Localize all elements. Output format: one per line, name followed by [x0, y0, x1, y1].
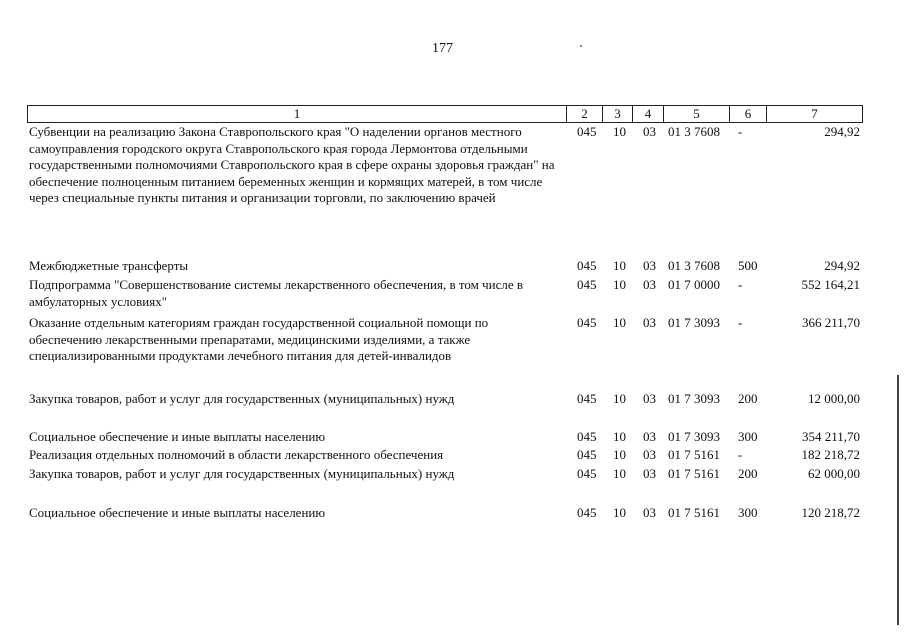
scan-speck: [580, 45, 582, 47]
row-col-3: 10: [613, 277, 626, 292]
row-name: Реализация отдельных полномочий в области лекарственного обеспечения: [29, 447, 444, 462]
row-name: Межбюджетные трансферты: [29, 258, 189, 273]
row-col-2: 045: [577, 429, 597, 444]
row-col-4: 03: [643, 447, 656, 462]
row-col-7: 62 000,00: [808, 466, 860, 481]
row-col-4: 03: [643, 391, 656, 406]
row-col-4: 03: [643, 258, 656, 273]
row-col-6: 300: [738, 505, 758, 520]
row-name: Субвенции на реализацию Закона Ставропольского края "О наделении органов местного самоуправления городского округа Ставропольского края города Лермонтова отдельными государственными полномочиями Ставропольского края в сфере охраны здоровья граждан" на обеспечение полноценным питанием беременных женщин и кормящих матерей, в том числе через специальные пункты питания и организации торговли, по заключению врачей: [29, 124, 555, 205]
row-col-3: 10: [613, 124, 626, 139]
row-col-3: 10: [613, 315, 626, 330]
row-col-3: 10: [613, 505, 626, 520]
row-col-4: 03: [643, 124, 656, 139]
row-col-2: 045: [577, 258, 597, 273]
row-col-7: 294,92: [824, 258, 860, 273]
row-col-7: 294,92: [824, 124, 860, 139]
row-col-7: 354 211,70: [801, 429, 860, 444]
row-col-2: 045: [577, 124, 597, 139]
row-name: Социальное обеспечение и иные выплаты населению: [29, 429, 326, 444]
row-col-7: 120 218,72: [801, 505, 860, 520]
header-cell-4: 4: [633, 105, 664, 123]
row-col-3: 10: [613, 429, 626, 444]
row-col-4: 03: [643, 315, 656, 330]
row-col-2: 045: [577, 466, 597, 481]
row-col-5: 01 7 5161: [668, 505, 720, 520]
row-col-3: 10: [613, 466, 626, 481]
row-col-7: 366 211,70: [801, 315, 860, 330]
row-col-5: 01 7 0000: [668, 277, 720, 292]
row-col-2: 045: [577, 391, 597, 406]
page-number: 177: [432, 41, 453, 56]
row-col-5: 01 7 5161: [668, 466, 720, 481]
header-cell-7: 7: [767, 105, 863, 123]
row-col-5: 01 7 3093: [668, 429, 720, 444]
row-col-5: 01 7 3093: [668, 315, 720, 330]
row-col-5: 01 3 7608: [668, 258, 720, 273]
row-col-7: 182 218,72: [801, 447, 860, 462]
row-col-6: -: [738, 277, 743, 292]
header-cell-3: 3: [603, 105, 633, 123]
header-cell-6: 6: [730, 105, 767, 123]
row-col-4: 03: [643, 277, 656, 292]
row-col-2: 045: [577, 447, 597, 462]
row-col-6: -: [738, 124, 743, 139]
row-name: Подпрограмма "Совершенствование системы лекарственного обеспечения, в том числе в амбулаторных условиях": [29, 277, 523, 309]
row-col-5: 01 7 5161: [668, 447, 720, 462]
row-col-2: 045: [577, 315, 597, 330]
row-col-4: 03: [643, 505, 656, 520]
header-cell-5: 5: [664, 105, 730, 123]
row-col-5: 01 7 3093: [668, 391, 720, 406]
row-col-3: 10: [613, 447, 626, 462]
scan-edge-line: [897, 375, 899, 625]
row-col-4: 03: [643, 466, 656, 481]
row-col-2: 045: [577, 505, 597, 520]
row-col-6: 200: [738, 466, 758, 481]
row-col-2: 045: [577, 277, 597, 292]
row-col-6: -: [738, 447, 743, 462]
row-col-6: 300: [738, 429, 758, 444]
header-cell-2: 2: [567, 105, 603, 123]
row-col-3: 10: [613, 391, 626, 406]
row-col-5: 01 3 7608: [668, 124, 720, 139]
row-col-6: -: [738, 315, 743, 330]
row-name: Социальное обеспечение и иные выплаты населению: [29, 505, 326, 520]
row-col-4: 03: [643, 429, 656, 444]
row-name: Оказание отдельным категориям граждан государственной социальной помощи по обеспечению лекарственными препаратами, медицинскими изделиями, а также специализированными продуктами лечебного питания для детей-инвалидов: [29, 315, 489, 363]
row-col-7: 12 000,00: [808, 391, 860, 406]
row-name: Закупка товаров, работ и услуг для государственных (муниципальных) нужд: [29, 466, 455, 481]
row-col-6: 500: [738, 258, 758, 273]
row-name: Закупка товаров, работ и услуг для государственных (муниципальных) нужд: [29, 391, 455, 406]
row-col-6: 200: [738, 391, 758, 406]
header-cell-1: 1: [27, 105, 567, 123]
row-col-3: 10: [613, 258, 626, 273]
row-col-7: 552 164,21: [801, 277, 860, 292]
